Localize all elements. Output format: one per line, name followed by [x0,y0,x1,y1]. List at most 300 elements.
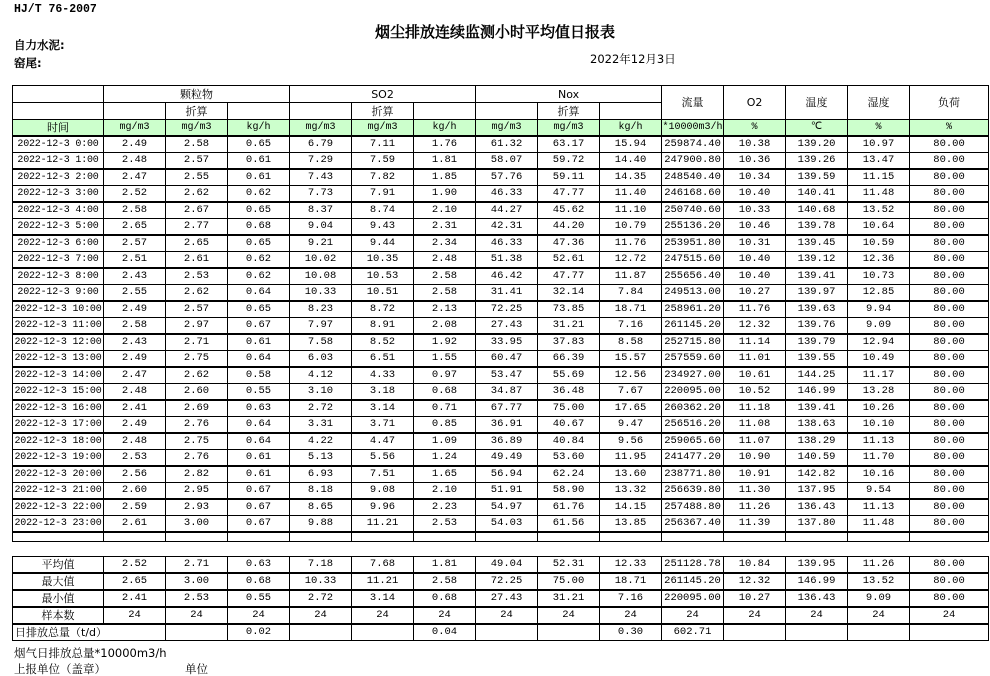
value-cell: 0.02 [228,624,290,641]
value-cell: 14.15 [600,499,662,516]
value-cell: 251128.78 [662,557,724,574]
value-cell: 0.65 [228,136,290,153]
hour-row [13,384,989,401]
value-cell: 24 [352,607,414,624]
value-cell: 10.08 [290,268,352,285]
value-cell: 2.49 [104,301,166,318]
value-cell: 15.57 [600,351,662,368]
time-cell: 2022-12-3 20:00 [13,466,104,483]
time-header: 时间 [13,120,104,137]
value-cell: 80.00 [910,235,989,252]
value-cell: 139.59 [786,169,848,186]
value-cell: 7.18 [290,557,352,574]
value-cell: 2.62 [166,367,228,384]
value-cell: 10.91 [724,466,786,483]
value-cell: 13.85 [600,516,662,533]
value-cell: 6.79 [290,136,352,153]
value-cell: 10.38 [724,136,786,153]
value-cell: 0.64 [228,417,290,434]
time-cell: 2022-12-3 7:00 [13,252,104,269]
value-cell: 257488.80 [662,499,724,516]
value-cell: 11.95 [600,450,662,467]
value-cell: 7.29 [290,153,352,170]
units-row [13,120,989,137]
value-cell: 146.99 [786,573,848,590]
summary-label: 最大值 [13,573,104,590]
value-cell: 220095.00 [662,590,724,607]
value-cell: 247900.80 [662,153,724,170]
value-cell: 7.91 [352,186,414,203]
hour-row [13,301,989,318]
col-humidity: 湿度 [848,86,910,120]
value-cell: 61.32 [476,136,538,153]
value-cell: 3.18 [352,384,414,401]
col-load: 负荷 [910,86,989,120]
value-cell: 2.41 [104,400,166,417]
daily-total-label: 日排放总量（t/d） [13,624,166,641]
value-cell: 2.61 [104,516,166,533]
unit-cell: kg/h [228,120,290,137]
time-cell: 2022-12-3 16:00 [13,400,104,417]
value-cell: 3.14 [352,590,414,607]
value-cell: 248540.40 [662,169,724,186]
value-cell: 10.79 [600,219,662,236]
value-cell: 80.00 [910,186,989,203]
value-cell: 8.23 [290,301,352,318]
value-cell: 11.48 [848,516,910,533]
value-cell [538,624,600,641]
value-cell: 5.13 [290,450,352,467]
unit-cell: % [848,120,910,137]
summary-label: 样本数 [13,607,104,624]
value-cell: 37.83 [538,334,600,351]
value-cell: 261145.20 [662,318,724,335]
value-cell: 2.34 [414,235,476,252]
value-cell: 6.03 [290,351,352,368]
value-cell: 13.47 [848,153,910,170]
value-cell: 59.11 [538,169,600,186]
value-cell: 33.95 [476,334,538,351]
value-cell: 12.72 [600,252,662,269]
value-cell: 2.53 [166,268,228,285]
value-cell: 53.60 [538,450,600,467]
value-cell: 2.67 [166,202,228,219]
value-cell: 7.97 [290,318,352,335]
value-cell: 31.21 [538,590,600,607]
value-cell: 2.56 [104,466,166,483]
value-cell: 0.67 [228,483,290,500]
summary-row [13,557,989,574]
value-cell: 54.03 [476,516,538,533]
value-cell: 36.48 [538,384,600,401]
value-cell: 32.14 [538,285,600,302]
value-cell: 10.64 [848,219,910,236]
value-cell: 2.55 [104,285,166,302]
hour-row [13,169,989,186]
time-cell: 2022-12-3 0:00 [13,136,104,153]
time-cell: 2022-12-3 21:00 [13,483,104,500]
location-label: 窑尾: [14,56,42,70]
value-cell: 0.65 [228,301,290,318]
value-cell: 2.60 [166,384,228,401]
value-cell: 0.71 [414,400,476,417]
value-cell: 11.39 [724,516,786,533]
value-cell: 17.65 [600,400,662,417]
value-cell: 11.30 [724,483,786,500]
value-cell: 8.91 [352,318,414,335]
time-cell: 2022-12-3 22:00 [13,499,104,516]
hour-row [13,136,989,153]
unit-cell: mg/m3 [538,120,600,137]
value-cell: 0.62 [228,252,290,269]
hour-row [13,433,989,450]
value-cell: 10.33 [290,573,352,590]
value-cell: 7.84 [600,285,662,302]
value-cell: 80.00 [910,433,989,450]
value-cell: 2.48 [104,384,166,401]
summary-table [12,556,989,641]
value-cell: 80.00 [910,169,989,186]
value-cell: 136.43 [786,590,848,607]
value-cell: 9.04 [290,219,352,236]
value-cell: 258961.20 [662,301,724,318]
value-cell: 9.47 [600,417,662,434]
value-cell: 40.84 [538,433,600,450]
value-cell: 9.94 [848,301,910,318]
value-cell: 234927.00 [662,367,724,384]
time-cell: 2022-12-3 13:00 [13,351,104,368]
summary-label: 最小值 [13,590,104,607]
value-cell: 0.63 [228,400,290,417]
value-cell: 11.14 [724,334,786,351]
value-cell: 2.58 [104,318,166,335]
value-cell: 24 [414,607,476,624]
value-cell: 11.70 [848,450,910,467]
hour-row [13,153,989,170]
value-cell: 2.58 [166,136,228,153]
value-cell: 256516.20 [662,417,724,434]
value-cell: 0.61 [228,153,290,170]
value-cell: 1.92 [414,334,476,351]
value-cell: 9.08 [352,483,414,500]
value-cell: 10.16 [848,466,910,483]
hour-row [13,318,989,335]
value-cell: 12.56 [600,367,662,384]
group-header-row [13,86,989,103]
value-cell: 58.07 [476,153,538,170]
unit-cell: kg/h [414,120,476,137]
value-cell: 63.17 [538,136,600,153]
time-cell: 2022-12-3 9:00 [13,285,104,302]
value-cell: 9.54 [848,483,910,500]
value-cell: 12.32 [724,318,786,335]
value-cell: 27.43 [476,590,538,607]
value-cell: 7.43 [290,169,352,186]
value-cell: 249513.00 [662,285,724,302]
value-cell: 2.51 [104,252,166,269]
hour-row [13,466,989,483]
value-cell: 7.67 [600,384,662,401]
value-cell: 2.77 [166,219,228,236]
value-cell [786,624,848,641]
value-cell: 139.79 [786,334,848,351]
hour-row [13,367,989,384]
value-cell: 9.21 [290,235,352,252]
value-cell: 2.47 [104,169,166,186]
value-cell: 75.00 [538,573,600,590]
value-cell: 57.76 [476,169,538,186]
value-cell: 80.00 [910,384,989,401]
value-cell: 52.61 [538,252,600,269]
value-cell: 0.64 [228,351,290,368]
value-cell: 0.04 [414,624,476,641]
value-cell: 24 [724,607,786,624]
value-cell: 24 [910,607,989,624]
hour-row [13,400,989,417]
value-cell: 18.71 [600,301,662,318]
value-cell: 61.76 [538,499,600,516]
time-cell: 2022-12-3 8:00 [13,268,104,285]
time-cell: 2022-12-3 3:00 [13,186,104,203]
value-cell: 52.31 [538,557,600,574]
value-cell: 259874.40 [662,136,724,153]
value-cell: 139.63 [786,301,848,318]
value-cell: 0.55 [228,590,290,607]
value-cell: 139.55 [786,351,848,368]
summary-label: 平均值 [13,557,104,574]
value-cell: 62.24 [538,466,600,483]
value-cell: 11.01 [724,351,786,368]
value-cell: 47.77 [538,186,600,203]
value-cell: 4.47 [352,433,414,450]
value-cell: 2.71 [166,334,228,351]
report-unit-label: 上报单位（盖章） [14,662,106,676]
hour-row [13,483,989,500]
value-cell: 0.68 [414,590,476,607]
value-cell: 2.49 [104,136,166,153]
value-cell [290,624,352,641]
time-cell: 2022-12-3 6:00 [13,235,104,252]
value-cell: 11.13 [848,499,910,516]
value-cell: 2.53 [104,450,166,467]
value-cell: 8.37 [290,202,352,219]
value-cell: 10.84 [724,557,786,574]
value-cell: 2.43 [104,268,166,285]
time-cell: 2022-12-3 11:00 [13,318,104,335]
value-cell: 42.31 [476,219,538,236]
value-cell: 0.67 [228,318,290,335]
value-cell: 2.48 [414,252,476,269]
group-nox: Nox [476,86,662,103]
value-cell [166,624,228,641]
value-cell: 255656.40 [662,268,724,285]
value-cell: 0.63 [228,557,290,574]
value-cell: 0.61 [228,466,290,483]
unit-cell: % [910,120,989,137]
value-cell: 51.38 [476,252,538,269]
value-cell: 9.43 [352,219,414,236]
value-cell: 12.36 [848,252,910,269]
value-cell: 2.48 [104,153,166,170]
value-cell: 0.64 [228,285,290,302]
value-cell: 2.57 [104,235,166,252]
value-cell: 15.94 [600,136,662,153]
value-cell: 49.49 [476,450,538,467]
value-cell: 13.60 [600,466,662,483]
hour-row [13,351,989,368]
value-cell: 12.32 [724,573,786,590]
value-cell: 18.71 [600,573,662,590]
summary-row [13,590,989,607]
value-cell: 238771.80 [662,466,724,483]
value-cell: 2.31 [414,219,476,236]
value-cell: 80.00 [910,466,989,483]
standard-code: HJ/T 76-2007 [14,3,97,16]
value-cell: 24 [538,607,600,624]
value-cell: 246168.60 [662,186,724,203]
value-cell: 1.65 [414,466,476,483]
value-cell: 13.52 [848,202,910,219]
value-cell: 13.28 [848,384,910,401]
value-cell: 80.00 [910,516,989,533]
value-cell: 8.74 [352,202,414,219]
value-cell: 53.47 [476,367,538,384]
value-cell: 10.36 [724,153,786,170]
value-cell: 61.56 [538,516,600,533]
value-cell: 80.00 [910,136,989,153]
value-cell: 10.34 [724,169,786,186]
value-cell: 257559.60 [662,351,724,368]
value-cell: 9.88 [290,516,352,533]
value-cell: 2.57 [166,301,228,318]
value-cell: 7.82 [352,169,414,186]
value-cell: 7.51 [352,466,414,483]
value-cell: 2.47 [104,367,166,384]
unit-cell: mg/m3 [104,120,166,137]
value-cell: 146.99 [786,384,848,401]
value-cell [848,624,910,641]
value-cell: 2.10 [414,202,476,219]
flow-total-note: 烟气日排放总量*10000m3/h [14,646,167,660]
value-cell: 11.40 [600,186,662,203]
value-cell: 56.94 [476,466,538,483]
value-cell: 1.24 [414,450,476,467]
value-cell: 11.26 [848,557,910,574]
report-date: 2022年12月3日 [590,52,676,66]
value-cell: 10.26 [848,400,910,417]
value-cell: 80.00 [910,268,989,285]
summary-row [13,573,989,590]
time-cell: 2022-12-3 15:00 [13,384,104,401]
value-cell [352,624,414,641]
value-cell: 2.76 [166,417,228,434]
value-cell: 9.09 [848,318,910,335]
time-cell: 2022-12-3 12:00 [13,334,104,351]
col-flow: 流量 [662,86,724,120]
value-cell: 46.33 [476,235,538,252]
value-cell: 10.31 [724,235,786,252]
value-cell: 139.76 [786,318,848,335]
value-cell: 0.62 [228,268,290,285]
value-cell: 44.20 [538,219,600,236]
value-cell: 0.67 [228,516,290,533]
value-cell: 47.77 [538,268,600,285]
value-cell: 2.58 [104,202,166,219]
value-cell: 10.35 [352,252,414,269]
value-cell: 75.00 [538,400,600,417]
hour-row [13,516,989,533]
value-cell: 46.42 [476,268,538,285]
value-cell: 2.72 [290,590,352,607]
empty-row [13,532,989,541]
value-cell: 0.65 [228,202,290,219]
value-cell: 4.22 [290,433,352,450]
hour-row [13,252,989,269]
unit-cell: mg/m3 [290,120,352,137]
value-cell: 4.33 [352,367,414,384]
value-cell: 0.65 [228,235,290,252]
time-cell: 2022-12-3 19:00 [13,450,104,467]
value-cell: 80.00 [910,334,989,351]
value-cell: 2.65 [104,219,166,236]
value-cell: 80.00 [910,573,989,590]
converted-label: 折算 [166,103,228,120]
value-cell: 252715.80 [662,334,724,351]
value-cell: 602.71 [662,624,724,641]
value-cell: 0.67 [228,499,290,516]
value-cell: 2.58 [414,268,476,285]
value-cell: 10.90 [724,450,786,467]
value-cell: 253951.80 [662,235,724,252]
value-cell: 1.85 [414,169,476,186]
value-cell: 139.20 [786,136,848,153]
value-cell: 8.52 [352,334,414,351]
value-cell: 241477.20 [662,450,724,467]
value-cell: 31.21 [538,318,600,335]
value-cell: 0.55 [228,384,290,401]
value-cell: 256639.80 [662,483,724,500]
value-cell: 80.00 [910,318,989,335]
unit-cell: kg/h [600,120,662,137]
value-cell: 0.68 [228,573,290,590]
value-cell: 2.71 [166,557,228,574]
summary-row [13,607,989,624]
value-cell: 2.62 [166,186,228,203]
value-cell: 0.30 [600,624,662,641]
value-cell: 8.18 [290,483,352,500]
value-cell: 0.61 [228,450,290,467]
value-cell: 49.04 [476,557,538,574]
value-cell: 259065.60 [662,433,724,450]
value-cell: 11.18 [724,400,786,417]
value-cell: 0.64 [228,433,290,450]
value-cell: 11.15 [848,169,910,186]
value-cell: 11.21 [352,573,414,590]
value-cell: 24 [228,607,290,624]
value-cell: 11.13 [848,433,910,450]
value-cell: 2.58 [414,573,476,590]
report-table [12,85,989,542]
value-cell: 1.76 [414,136,476,153]
value-cell: 72.25 [476,573,538,590]
value-cell: 34.87 [476,384,538,401]
unit-cell: *10000m3/h [662,120,724,137]
value-cell: 36.89 [476,433,538,450]
value-cell: 10.27 [724,590,786,607]
value-cell: 24 [848,607,910,624]
value-cell: 4.12 [290,367,352,384]
value-cell: 9.09 [848,590,910,607]
